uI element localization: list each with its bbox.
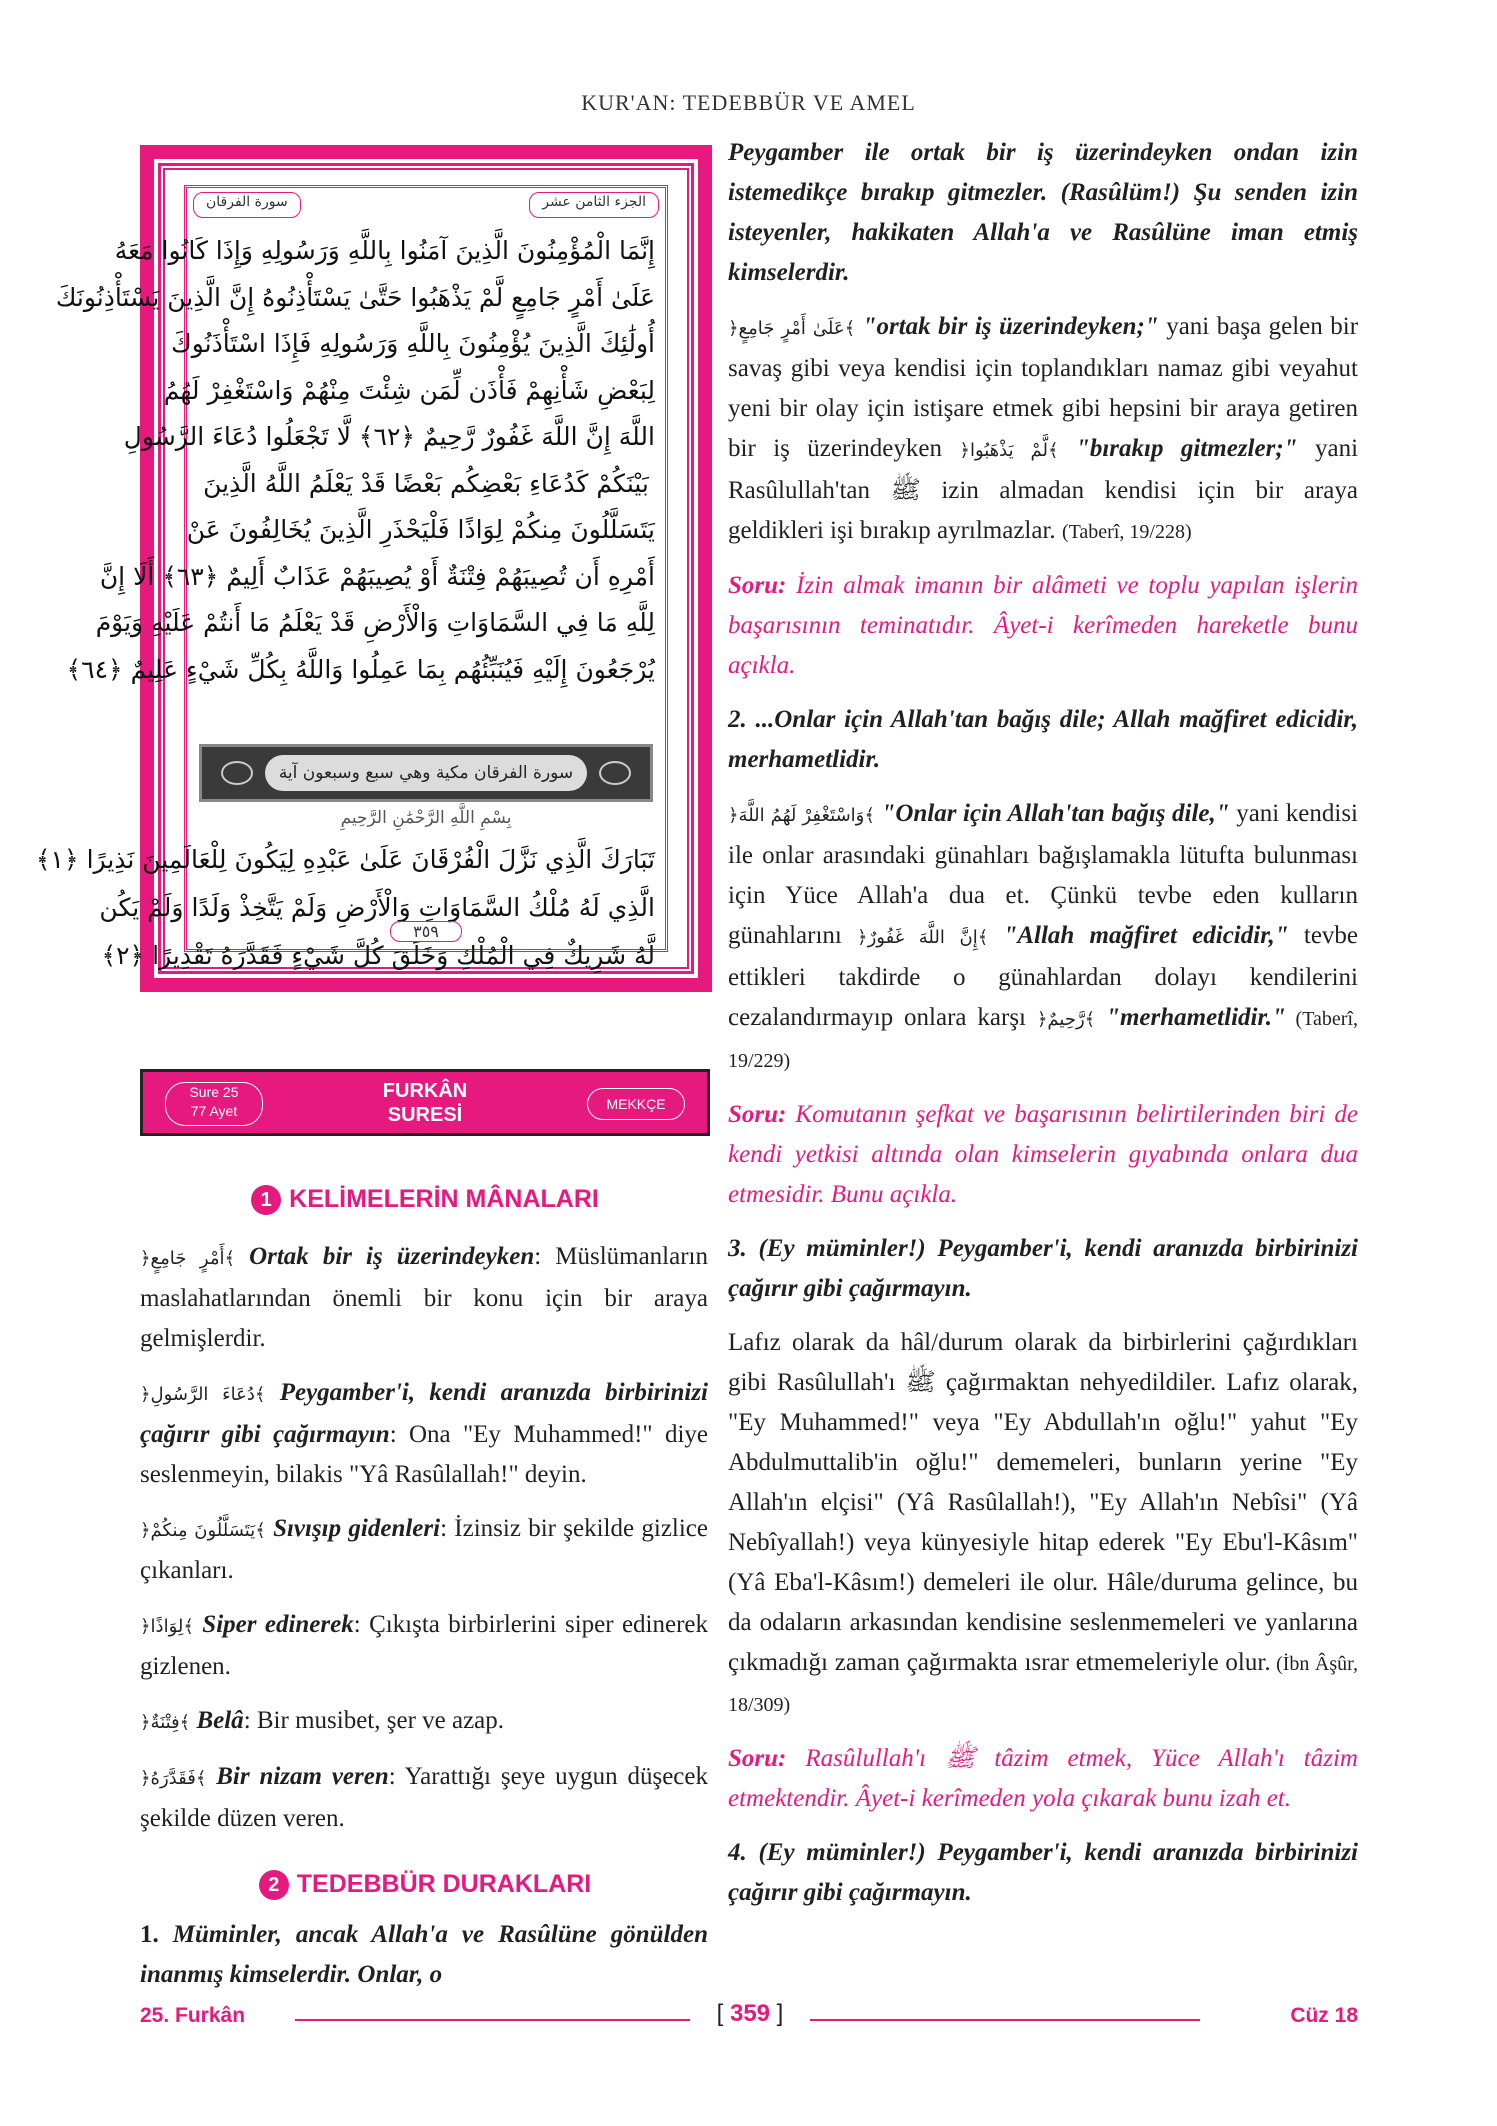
verse-line: لِبَعْضِ شَأْنِهِمْ فَأْذَن لِّمَن شِئْتَ مِنْهُمْ وَاسْتَغْفِرْ لَهُمُ [163,375,655,405]
commentary-text: yani Rasûlullah'tan ﷺ izin almadan kendisi için bir araya geldikleri işi bırakıp ayrılmazlar. [728,435,1359,544]
term: Ortak bir iş üzerindeyken [249,1243,535,1270]
question-label: Soru: [728,1101,787,1128]
arabic-term: ﴿إِنَّ اللَّهَ غَفُورٌ﴾ [857,927,989,948]
term: Belâ [196,1707,244,1734]
mushaf-page [35,145,712,992]
section-number-badge: 2 [259,1870,289,1900]
term: "ortak bir iş üzerindeyken;" [862,313,1159,340]
verse-translation: 3. (Ey müminler!) Peygamber'i, kendi aranızda birbirinizi çağırır gibi çağırmayın. [728,1235,1358,1302]
commentary-text: yani kendisi ile onlar arasındaki günahları bağışlamakla lütufta bulunması için Yüce Allah'a dua et. Çünkü tevbe eden kulların günahlarını [728,800,1358,949]
arabic-term: ﴿رَّحِيمٌ﴾ [1036,1009,1096,1030]
sura-label: سورة الفرقان [193,192,301,218]
mushaf-page-number [187,922,665,941]
section-number-badge: 1 [251,1185,281,1215]
term: "Onlar için Allah'tan bağış dile," [881,800,1230,827]
page-bracket: ] [770,2000,784,2027]
left-column [140,1237,708,1853]
definition: : Yarattığı şeye uygun düşecek şekilde düzen veren. [140,1763,708,1832]
definition-item [140,1373,708,1495]
arabic-term: ﴿يَتَسَلَّلُونَ مِنكُمْ﴾ [140,1520,266,1541]
sura-name-line1: FURKÂN [382,1080,468,1102]
reference: (Taberî, 19/229) [728,1008,1359,1072]
commentary [728,794,1358,1081]
footer-sura: 25. Furkân [140,2004,246,2027]
arabic-term: ﴿دُعَاءَ الرَّسُولِ﴾ [140,1384,266,1405]
ornament-icon [221,761,253,785]
definition-item [140,1509,708,1591]
verses-block [55,228,655,693]
verses-block-2 [35,836,655,980]
section-heading-2 [140,1870,710,1900]
mushaf-inner-frame [35,185,668,970]
ornament-icon [599,761,631,785]
definition-item [140,1605,708,1687]
commentary-text: tevbe ettikleri takdirde o günahlardan dolayı kendilerini cezalandırmayıp onlara karşı [728,922,1359,1031]
reference: (İbn Âşûr, 18/309) [728,1653,1358,1716]
page-bracket: [ [716,2000,730,2027]
verse-line: أَمْرِهِ أَن تُصِيبَهُمْ فِتْنَةٌ أَوْ يُصِيبَهُمْ عَذَابٌ أَلِيمٌ ﴿٦٣﴾ أَلَا إِنَّ [99,561,655,591]
verse-translation: 4. (Ey müminler!) Peygamber'i, kendi aranızda birbirinizi çağırır gibi çağırmayın. [728,1839,1358,1906]
verse-translation: Peygamber ile ortak bir iş üzerindeyken ondan izin istemedikçe bırakıp gitmezler. (Rasûlüm!) Şu senden izin isteyenler, hakikaten Allah'a ve Rasûlüne iman etmiş kimselerdir. [728,139,1358,286]
arabic-term: ﴿وَاسْتَغْفِرْ لَهُمُ اللَّهَ﴾ [728,805,875,826]
tedebbur-item [140,1915,708,1995]
question [728,1739,1358,1819]
footer-rule [295,2019,690,2021]
verse-line: إِنَّمَا الْمُؤْمِنُونَ الَّذِينَ آمَنُوا بِاللَّهِ وَرَسُولِهِ وَإِذَا كَانُوا مَعَهُ [114,236,655,265]
verse-line: لَّهُ شَرِيكٌ فِي الْمُلْكِ وَخَلَقَ كُلَّ شَيْءٍ فَقَدَّرَهُ تَقْدِيرًا ﴿٢﴾ [101,941,655,970]
left-column-bottom [140,1915,708,2009]
mushaf-page-number-text: ٣٥٩ [390,921,462,942]
definition: : İzinsiz bir şekilde gizlice çıkanları. [140,1515,708,1584]
mushaf-header [193,192,659,218]
question-label: Soru: [728,1745,787,1772]
section-title: KELİMELERİN MÂNALARI [289,1185,599,1213]
question-text: İzin almak imanın bir alâmeti ve toplu yapılan işlerin başarısının teminatıdır. Âyet-i kerîmeden hareketle bunu açıkla. [728,572,1358,679]
definition-item [140,1237,708,1359]
term: Bir nizam veren [216,1763,389,1790]
question-label: Soru: [728,572,787,599]
arabic-term: ﴿أَمْرٍ جَامِعٍ﴾ [140,1248,236,1269]
question [728,566,1358,686]
section-heading-1 [140,1185,710,1215]
arabic-term: ﴿لَّمْ يَذْهَبُوا﴾ [959,440,1059,461]
verse-line: لِلَّهِ مَا فِي السَّمَاوَاتِ وَالْأَرْضِ قَدْ يَعْلَمُ مَا أَنتُمْ عَلَيْهِ وَيَوْمَ [95,608,655,637]
question-text: Komutanın şefkat ve başarısının belirtilerinden biri de kendi yetkisi altında olan kimselerin gıyabında onlara dua etmesidir. Bunu açıkla. [728,1101,1358,1208]
verse-line: عَلَىٰ أَمْرٍ جَامِعٍ لَّمْ يَذْهَبُوا حَتَّىٰ يَسْتَأْذِنُوهُ إِنَّ الَّذِينَ يَسْتَأْذِنُونَكَ [55,282,655,312]
definition-item [140,1757,708,1839]
basmala: بِسْمِ اللَّهِ الرَّحْمَٰنِ الرَّحِيمِ [340,808,512,828]
verse-line: بَيْنَكُمْ كَدُعَاءِ بَعْضِكُم بَعْضًا قَدْ يَعْلَمُ اللَّهُ الَّذِينَ [203,468,649,498]
definition: : Ona "Ey Muhammed!" diye seslenmeyin, bilakis "Yâ Rasûlallah!" deyin. [140,1421,708,1488]
juz-label: الجزء الثامن عشر [529,192,659,218]
section-title: TEDEBBÜR DURAKLARI [296,1870,592,1898]
term: Peygamber'i, kendi aranızda birbirinizi çağırır gibi çağırmayın [140,1379,709,1448]
item-number: 1. [140,1921,159,1948]
sura-name-line2: SURESİ [387,1104,463,1126]
reference: (Taberî, 19/228) [1061,521,1192,543]
running-header: KUR'AN: TEDEBBÜR VE AMEL [581,90,916,115]
arabic-term: ﴿لِوَاذًا﴾ [140,1616,194,1637]
term: "Allah mağfiret edicidir," [1003,922,1289,949]
verse-line: الَّذِي لَهُ مُلْكُ السَّمَاوَاتِ وَالْأَرْضِ وَلَمْ يَتَّخِذْ وَلَدًا وَلَمْ يَكُن [99,893,655,922]
footer-juz: Cüz 18 [1290,2004,1358,2027]
question-text: Rasûlullah'ı ﷺ tâzim etmek, Yüce Allah'ı tâzim etmektendir. Âyet-i kerîmeden yola çıkarak bunu izah et. [728,1745,1358,1812]
definition: : Bir musibet, şer ve azap. [243,1707,505,1734]
page-footer [140,2000,1358,2040]
commentary [728,307,1358,552]
footer-rule [810,2019,1200,2021]
verse-line: يُرْجَعُونَ إِلَيْهِ فَيُنَبِّئُهُم بِمَا عَمِلُوا وَاللَّهُ بِكُلِّ شَيْءٍ عَلِيمٌ ﴿٦٤﴾ [66,654,655,684]
commentary-text: Lafız olarak da hâl/durum olarak da birbirlerini çağırdıkları gibi Rasûlullah'ı ﷺ çağırmaktan nehyedildiler. Lafız olarak, "Ey Muhammed!" veya "Ey Abdullah'ın oğlu!" yahut "Ey Abdulmuttalib'in oğlu!" dememeleri, bunların yerine "Ey Allah'ın elçisi" (Yâ Rasûlallah!), "Ey Allah'ın Nebîsi" (Yâ Nebîyallah!) veya künyesiyle hitap ederek "Ey Ebu'l-Kâsım" (Yâ Eba'l-Kâsım!) demeleri ile olur. Hâle/duruma gelince, bu da odaların arkasından kendisine seslenmemeleri ve yanlarına çıkmadığı zaman çağırmakta ısrar etmemeleriyle olur. [728,1329,1358,1676]
verse-line: أُولَٰئِكَ الَّذِينَ يُؤْمِنُونَ بِاللَّهِ وَرَسُولِهِ فَإِذَا اسْتَأْذَنُوكَ [171,329,655,358]
page-number-value: 359 [729,2000,771,2027]
item-text: Müminler, ancak Allah'a ve Rasûlüne gönülden inanmış kimselerdir. Onlar, o [140,1921,708,1988]
revelation-place-badge: MEKKÇE [587,1088,685,1120]
sura-number: Sure 25 [189,1084,239,1100]
term: Sıvışıp gidenleri [273,1515,441,1542]
question [728,1095,1358,1215]
verse-translation: 2. ...Onlar için Allah'tan bağış dile; Allah mağfiret edicidir, merhametlidir. [728,706,1358,773]
commentary-text: yani başa gelen bir savaş gibi veya kendisi için toplandıkları namaz gibi veyahut yeni bir olay için istişare etmek gibi hepsini bir araya getiren bir iş üzerindeyken [728,313,1359,462]
commentary [728,1323,1358,1725]
sura-info-bar [140,1069,710,1136]
verse-line: تَبَارَكَ الَّذِي نَزَّلَ الْفُرْقَانَ عَلَىٰ عَبْدِهِ لِيَكُونَ لِلْعَالَمِينَ نَذِيرًا ﴿١﴾ [35,845,655,874]
term: "merhametlidir." [1106,1004,1286,1031]
arabic-term: ﴿عَلَىٰ أَمْرٍ جَامِعٍ﴾ [728,318,856,339]
verse-line: يَتَسَلَّلُونَ مِنكُمْ لِوَاذًا فَلْيَحْذَرِ الَّذِينَ يُخَالِفُونَ عَنْ [186,515,655,544]
term: Siper edinerek [202,1611,354,1638]
arabic-term: ﴿فَقَدَّرَهُ﴾ [140,1768,207,1789]
verse-line: اللَّهَ إِنَّ اللَّهَ غَفُورٌ رَّحِيمٌ ﴿٦٢﴾ لَّا تَجْعَلُوا دُعَاءَ الرَّسُولِ [123,422,655,451]
term: "bırakıp gitmezler;" [1075,435,1298,462]
sura-title: سورة الفرقان مكية وهي سبع وسبعون آية [265,755,588,791]
definition: : Müslümanların maslahatlarından önemli bir konu için bir araya gelmişlerdir. [140,1243,708,1352]
arabic-term: ﴿فِتْنَةٌ﴾ [140,1712,191,1733]
definition-item [140,1701,708,1743]
ayah-count: 77 Ayet [190,1103,238,1119]
definition: : Çıkışta birbirlerini siper edinerek gizlenen. [140,1611,709,1680]
right-column [728,133,1358,1927]
sura-title-band [199,744,653,802]
page-number [700,2000,800,2028]
